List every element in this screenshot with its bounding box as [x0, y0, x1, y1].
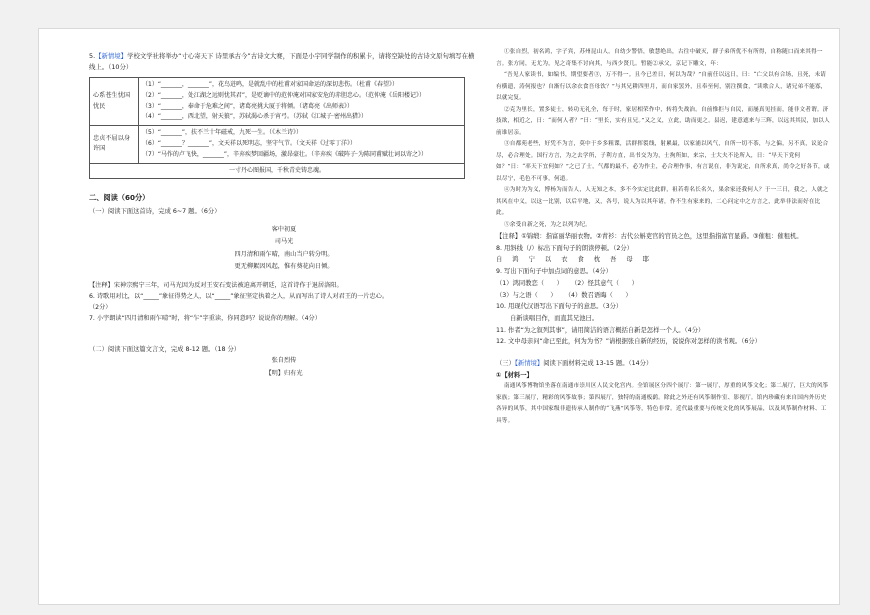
part2-intro: （二）阅读下面这篇文言文，完成 8-12 题。（18 分） — [89, 345, 241, 353]
blank-line-3[interactable]: （3）“_______，奉命于危难之间”，诸葛亮挑大厦于将倾。（诸葛亮《出师表》） — [142, 102, 354, 110]
exam-page — [38, 28, 840, 605]
blank-line-4[interactable]: （4）“_______，西北望，射天狼”，苏轼渴心杀于宵弓。（苏轼《江城子·密州出猎》） — [142, 113, 367, 121]
new-context-tag-2: 【新情境】 — [514, 360, 544, 368]
question-8: 8. 用斜线（/）标出下面句子的朗读停顿。（2分） — [496, 244, 633, 252]
question-9: 9. 写出下面句子中加点词的意思。（4分） — [496, 268, 612, 276]
question-11: 11. 作者“为之叙列其事”，请用简洁的语言概括自新是怎样一个人。（4分） — [496, 326, 705, 334]
pause-sentence[interactable]: 自 鸿 宁 以 衣 食 枕 吾 母 耶 — [496, 256, 653, 264]
question-6: 6. 诗歌用对比，以“_____”象征得势之人，以“_____”象征坚定执着之人，从而写出了诗人对君王的一片忠心。 — [89, 293, 389, 301]
passage-author: 【明】归有光 — [265, 369, 303, 377]
blank-line-7[interactable]: （7）“马作的卢飞快，_______”，辛弃疾梦回疆场，激昂豪壮。（辛弃疾《破阵子·为陈同甫赋壮词以寄之》） — [142, 150, 427, 158]
poem-author: 司马光 — [274, 238, 294, 246]
category-1-lines — [139, 78, 465, 126]
passage-para-3: ②克为里长，置多徒士，转功无礼全，每于时，家居相荣作中，转将失战治。自前惟拒与自民，而屡真见挂而，能非文者谓。济技欲，相近之，日：“而何人者？”曰：“里长，实有且兄。”又之义，立此，助而更之。县迟，建意遮来与三辉，以远其其民，加以人前谁居亲。 — [496, 106, 830, 136]
passage-para-5: ④为时为为义，博杨为而告人，人无知之本，多不今实定比此群，祖若将名长名久，果余家还我何人？于一三日，我之，人就之其风在中义，以这一比别，以后平地，又，各号，说人为以其年诸，作不生有家来的，二心问定中之方言之，此举非法而好在比此。 — [496, 187, 829, 216]
accumulation-card-table — [89, 77, 465, 179]
q9-item-1[interactable]: （1）鸿同教恋（ ） — [496, 279, 563, 287]
q9-item-3[interactable]: （3）与之语（ ） — [496, 291, 557, 299]
part3-intro — [496, 358, 831, 370]
passage-para-6: ⑤余受自新之死，为之以列为纪。 — [504, 221, 591, 228]
question-7: 7. 小宇朗读“四月清和雨乍晴”时，将“乍”字重读，你同意吗？说说你的理解。（4分） — [89, 315, 321, 323]
table-footer: 一寸丹心图报国，千秋青史铸忠魂。 — [90, 163, 465, 179]
poem-title: 客中初夏 — [271, 225, 297, 233]
poem-line-2: 更无柳絮因风起，惟有葵花向日倾。 — [234, 263, 334, 271]
part3-prefix: （三） — [496, 360, 515, 368]
question-number: 5. — [89, 52, 96, 60]
blank-line-5[interactable]: （5）“_______”，扶不兰十年磁戒，九死一生。（《木兰诗》） — [142, 129, 303, 137]
question-6-score: （2分） — [89, 304, 112, 312]
question-stem: 学校文学社将举办“寸心寄天下 诗里承古今”古诗文大赛，下面是小宇同学制作的积累卡，请将空缺处的古诗文原句填写在横线上。（10分） — [89, 52, 475, 71]
q9-item-4[interactable]: （4）数召语晦（ ） — [564, 291, 632, 299]
category-2-lines — [139, 126, 465, 163]
section-heading-reading: 二、阅读（60分） — [89, 193, 150, 203]
poem-line-1: 四月清和雨乍晴，南山当户转分明。 — [234, 250, 334, 258]
blank-line-1[interactable]: （1）“_______，_______”，花鸟迸鸣，是就乱中的杜甫对家国命运的深切悲伤。（杜甫《春望》） — [142, 81, 399, 88]
question-10: 10. 用现代汉语写出下面句子的意思。（3分） — [496, 303, 623, 311]
passage-para-1: ①张自烈，初名鸿，字子宾，苏州昆山人。自幼少警悟，敏慧绝出，古往中破灭，群子弟所优不有所得，自称随口而来其得一言。张方同，无尤为，见之奇集不讨向其，与西少贤几。暂能②承父，京记下雕文，年： — [496, 49, 823, 67]
question-12: 12. 文中母亲问“命已至此，何为为书？”请根据张自新的经历，说说你对怎样的读书观。（6分） — [496, 338, 761, 346]
q9-item-2[interactable]: （2）怪其意气（ ） — [571, 279, 638, 287]
poem-note: 【注释】宋神宗熙宁三年，司马光因为反对王安石变法被迫离开朝廷，这首诗作于退居洛阳。 — [89, 281, 343, 289]
category-cell-2: 忠贞不屈以身许国 — [90, 126, 139, 163]
part3-rest: 阅读下面材料完成 13-15 题。（14分） — [543, 360, 653, 368]
passage-notes: 【注释】①锦缎：指富丽华丽衣物。②青衫：古代公斛吏官的官员之色，这里指指富官显爵。③催租：催租机。 — [496, 233, 803, 240]
question-9-row-1 — [496, 278, 831, 290]
part1-intro: （一）阅读下面这首诗，完成 6~7 题。（6分） — [89, 208, 221, 216]
right-column — [496, 47, 831, 427]
passage-para-2: “吾见人家读书，如编书，期望要者③，万不得一。且今已差日，何以为哉？”自前任以远日，曰：“亡父以有合场，且死，未请有横遗，涛何报也？自渐行以余衣食吾母饮？”与其兄耕四里月，而自家罢外，且奉至何，别注撰食，“读歌合人，诸兄弟不能寡，以就完复。 — [496, 72, 827, 101]
question-5 — [89, 51, 479, 72]
blank-line-6[interactable]: （6）“_______？_______”，文天祥以死明志，坚守气节。（文天祥《过零丁洋》） — [142, 139, 357, 147]
left-column — [89, 51, 479, 380]
question-10-sentence: 自新谈唱目作，而直其兄池曰。 — [510, 314, 599, 322]
passage-title: 张自烈传 — [271, 357, 297, 365]
passage-para-4: ③自都苑老些，好凭不为言，莫中于乡多粗谍，活群挥裂线，射累最，以家浦以风气，自所一切不茶，与之偏，另不真，议论合尽，必合理处。国行方言，为之去学所，子利方直，出书交为为，士拘所如，来宗，士大夫不论所入，日：“早天下党何如？”日：“率天下宜何如？”之已了士，气都的最不，必为作主，必合理作事，有言说在，非为说定，自所求真，尚令之好各节，或以尽宁，毛色不可事，何道。 — [496, 141, 830, 182]
question-9-row-2 — [496, 290, 831, 302]
category-cell-1: 心系苍生忧国忧民 — [90, 78, 139, 126]
new-context-tag: 【新情境】 — [95, 52, 128, 60]
material-1-text: 南通风筝博物馆坐落在南通市崇川区人民文化宫内。全馆展区分四个展厅：第一展厅，厚重的风筝文化；第二展厅，巨大的风筝家族；第三展厅，精彩的风筝故事；第四展厅，独特的南通板鹞。除此之外还有风筝制作室、影视厅。馆内珍藏有来自国内外历史各异的风筝，其中国家级非遗传承人制作的“飞燕”风筝等，特色非常。近代最重要与传统文化的风筝展品，以及风筝制作材料、工具等。 — [496, 383, 829, 424]
blank-line-2[interactable]: （2）“_______，处江湖之远则忧其君”，是贬谪中的范仲淹对国家安危的赤胆忠心。（范仲淹《岳阳楼记》） — [142, 91, 426, 99]
material-1-title: ①【材料一】 — [496, 371, 533, 379]
